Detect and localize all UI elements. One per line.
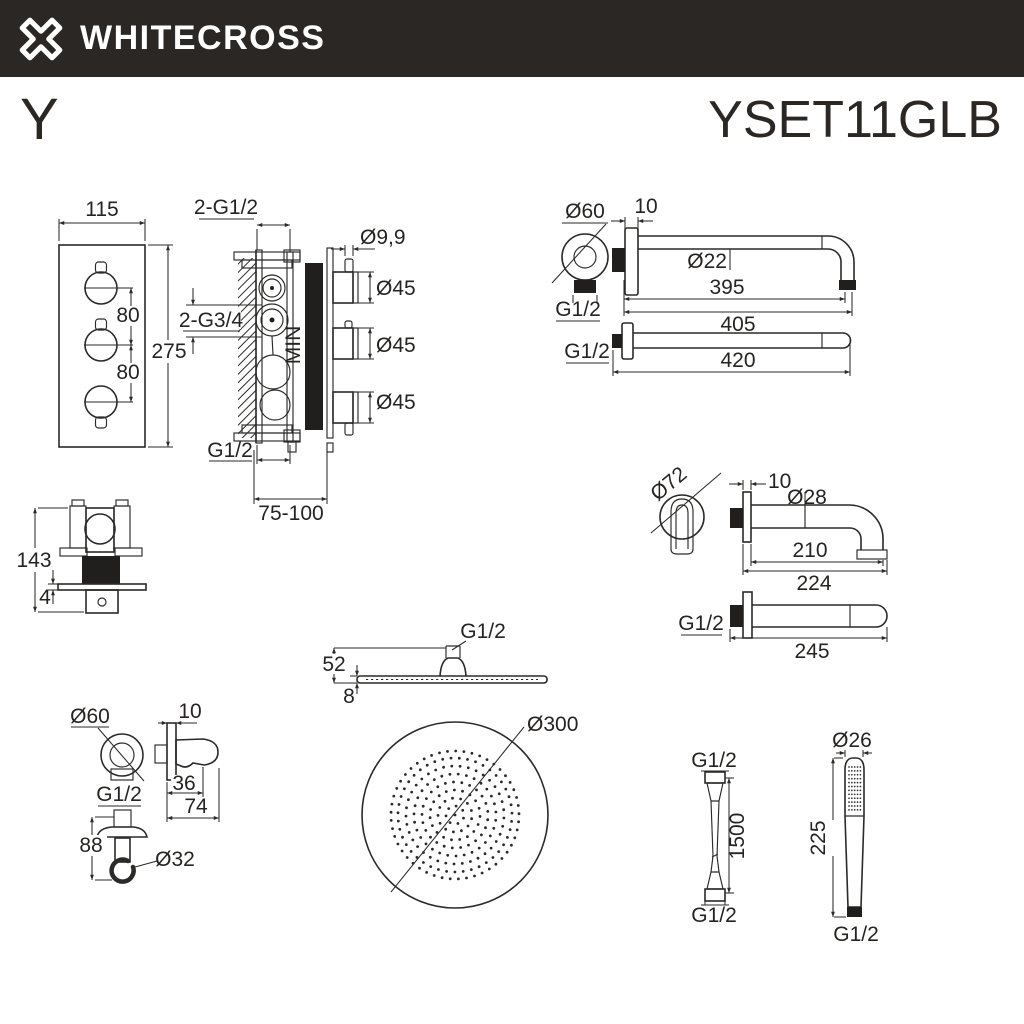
dim-outlet-thread: G1/2 <box>96 783 142 806</box>
dim-outlet-flange-diameter: Ø60 <box>70 705 110 728</box>
dim-disc-thickness: 8 <box>343 685 355 708</box>
dim-arm-flange-thickness: 10 <box>634 195 658 218</box>
dim-spout-thread: G1/2 <box>678 612 724 635</box>
dim-hose-thread-bottom: G1/2 <box>691 904 737 927</box>
dim-hook-diameter: Ø32 <box>155 848 195 871</box>
drawing-hose <box>691 749 749 927</box>
handshower-hook <box>112 860 134 882</box>
dim-handshower-diameter: Ø26 <box>832 729 872 752</box>
dim-top-ports: 2-G1/2 <box>193 196 259 219</box>
dim-outlet-flange-thickness: 10 <box>178 700 202 723</box>
threaded-column <box>82 556 120 584</box>
dim-arm-length-lower: 420 <box>720 349 756 372</box>
dim-mount-depth: 75-100 <box>258 502 324 525</box>
drawing-mixer-side <box>179 196 416 525</box>
drawing-spout <box>646 462 887 663</box>
dim-hose-length: 1500 <box>726 812 749 860</box>
trim-plate <box>305 263 323 430</box>
dim-bottom-port: G1/2 <box>207 439 253 462</box>
dim-spout-tube-diameter: Ø28 <box>787 486 827 509</box>
dim-spout-length-straight: 210 <box>792 539 828 562</box>
series-title: Y <box>20 87 59 152</box>
dim-handshower-length: 225 <box>807 820 830 856</box>
dim-spout-flange-thickness: 10 <box>768 470 792 493</box>
wall-hatch <box>238 258 256 438</box>
dim-handle3-diameter: Ø45 <box>376 391 416 414</box>
drawing-wall-outlet <box>70 700 219 882</box>
dim-arm-tube-diameter: Ø22 <box>687 250 727 273</box>
dim-handle1-diameter: Ø45 <box>376 277 416 300</box>
handshower-nozzles <box>848 766 861 811</box>
dim-side-ports: 2-G3/4 <box>178 309 244 332</box>
dim-handle-pitch-bottom: 80 <box>116 361 140 384</box>
dim-head-thread: G1/2 <box>460 620 506 643</box>
drawing-shower-arm <box>552 195 856 376</box>
dim-handle2-diameter: Ø45 <box>376 334 416 357</box>
dim-head-height: 52 <box>322 653 346 676</box>
dim-arm-flange-thread: G1/2 <box>555 298 601 321</box>
dim-arm-length-straight: 395 <box>709 276 745 299</box>
plate-mark: MIN <box>282 325 305 365</box>
model-code: YSET11GLB <box>708 91 1002 149</box>
dim-mixer-height: 275 <box>151 340 187 363</box>
drawing-handshower <box>807 729 879 946</box>
dim-arm-length-total: 405 <box>720 313 756 336</box>
dim-mixer-width: 115 <box>85 198 119 221</box>
dim-spout-length-top: 245 <box>794 640 830 663</box>
brand-name: WHITECROSS <box>80 19 326 57</box>
dim-arm-flange-diameter: Ø60 <box>565 200 605 223</box>
drawing-inwall-body <box>13 500 146 613</box>
dim-stem-diameter: Ø9,9 <box>360 226 406 249</box>
dim-holder-depth-total: 74 <box>184 795 208 818</box>
dim-outlet-drop: 88 <box>79 834 103 857</box>
dim-arm-lower-thread: G1/2 <box>564 340 610 363</box>
dim-handshower-thread: G1/2 <box>833 923 879 946</box>
dim-hose-thread-top: G1/2 <box>691 749 737 772</box>
dim-holder-depth-inner: 36 <box>172 772 196 795</box>
dim-inwall-height: 143 <box>16 549 52 572</box>
drawing-head-face <box>362 713 578 908</box>
spray-nozzles <box>390 750 521 881</box>
dim-head-diameter: Ø300 <box>527 713 579 736</box>
dim-spout-length-total: 224 <box>796 572 832 595</box>
dim-inwall-plate-thickness: 4 <box>39 586 51 609</box>
drawing-mixer-front <box>59 198 188 447</box>
drawing-head-side <box>318 620 547 708</box>
dim-spout-flange-diameter: Ø72 <box>646 462 692 506</box>
dim-handle-pitch-top: 80 <box>116 304 140 327</box>
